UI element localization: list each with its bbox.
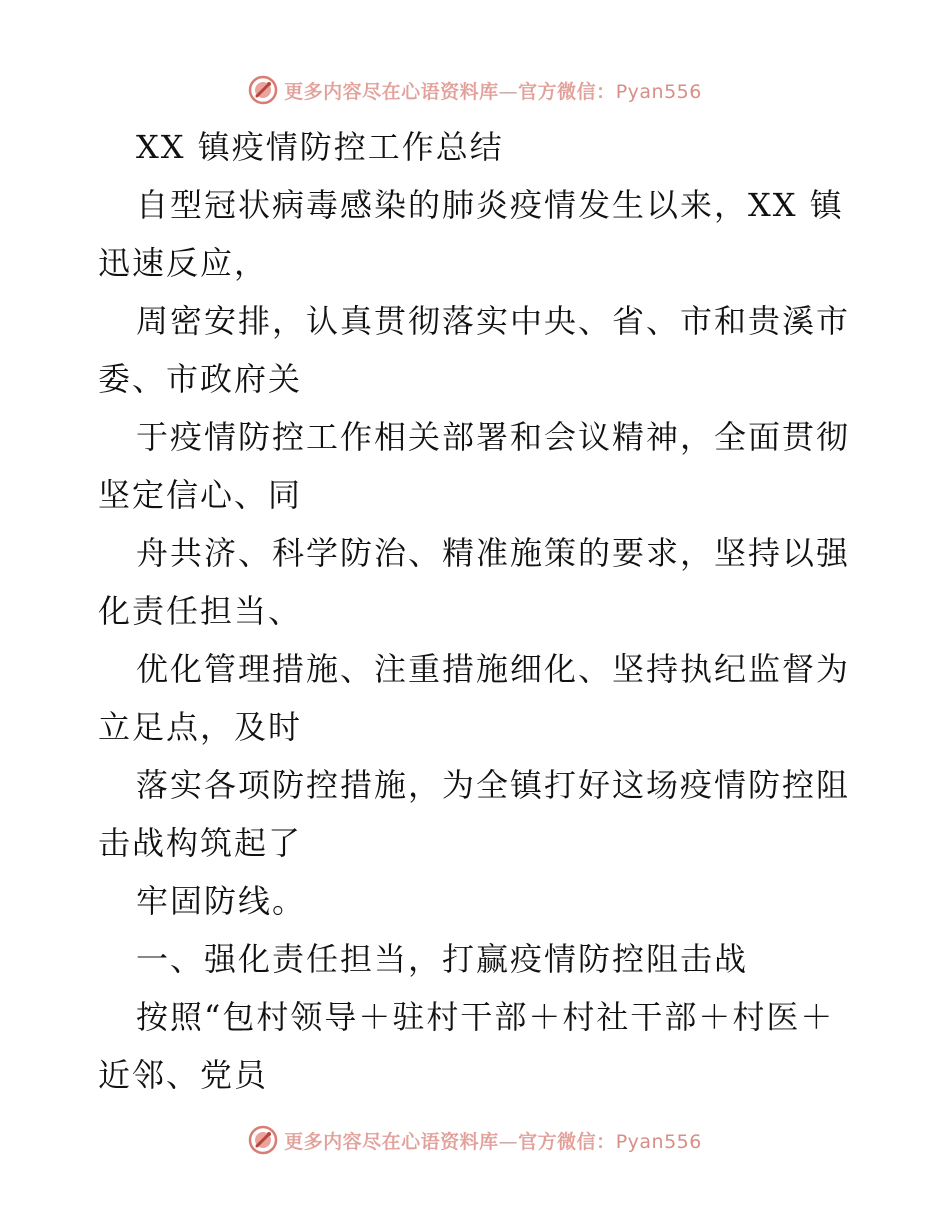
banner-official-label: 官方微信： bbox=[518, 1130, 616, 1153]
paragraph-line: 周密安排，认真贯彻落实中央、省、市和贵溪市 bbox=[136, 302, 851, 340]
banner-separator: — bbox=[498, 1130, 519, 1153]
paragraph-line: 牢固防线。 bbox=[136, 882, 307, 920]
section-heading: 一、强化责任担当，打赢疫情防控阻击战 bbox=[136, 940, 749, 978]
document-body bbox=[98, 118, 858, 1104]
banner-main-text: 更多内容尽在心语资料库 bbox=[284, 80, 499, 103]
banner-main-text: 更多内容尽在心语资料库 bbox=[284, 1130, 499, 1153]
paragraph-line: 落实各项防控措施，为全镇打好这场疫情防控阻 bbox=[136, 766, 851, 804]
paragraph-line: 坚定信心、同 bbox=[98, 476, 303, 514]
header-banner bbox=[0, 70, 950, 110]
banner-handle: Pyan556 bbox=[615, 80, 702, 103]
paragraph-line: 按照“包村领导＋驻村干部＋村社干部＋村医＋ bbox=[136, 998, 835, 1036]
paragraph-line: 委、市政府关 bbox=[98, 360, 303, 398]
banner-handle: Pyan556 bbox=[615, 1130, 702, 1153]
banner-separator: — bbox=[498, 80, 519, 103]
banner-official-label: 官方微信： bbox=[518, 80, 616, 103]
seal-logo-icon bbox=[248, 75, 278, 105]
document-title: XX 镇疫情防控工作总结 bbox=[136, 128, 504, 166]
paragraph-line: 击战构筑起了 bbox=[98, 824, 303, 862]
footer-banner bbox=[0, 1120, 950, 1160]
paragraph-line: 立足点，及时 bbox=[98, 708, 303, 746]
paragraph-line: 迅速反应， bbox=[98, 244, 269, 282]
seal-logo-icon bbox=[248, 1125, 278, 1155]
paragraph-line: 化责任担当、 bbox=[98, 592, 303, 630]
paragraph-line: 舟共济、科学防治、精准施策的要求，坚持以强 bbox=[136, 534, 851, 572]
paragraph-line: 优化管理措施、注重措施细化、坚持执纪监督为 bbox=[136, 650, 851, 688]
paragraph-line: 于疫情防控工作相关部署和会议精神，全面贯彻 bbox=[136, 418, 851, 456]
paragraph-line: 自型冠状病毒感染的肺炎疫情发生以来，XX 镇 bbox=[136, 186, 844, 224]
paragraph-line: 近邻、党员 bbox=[98, 1056, 269, 1094]
